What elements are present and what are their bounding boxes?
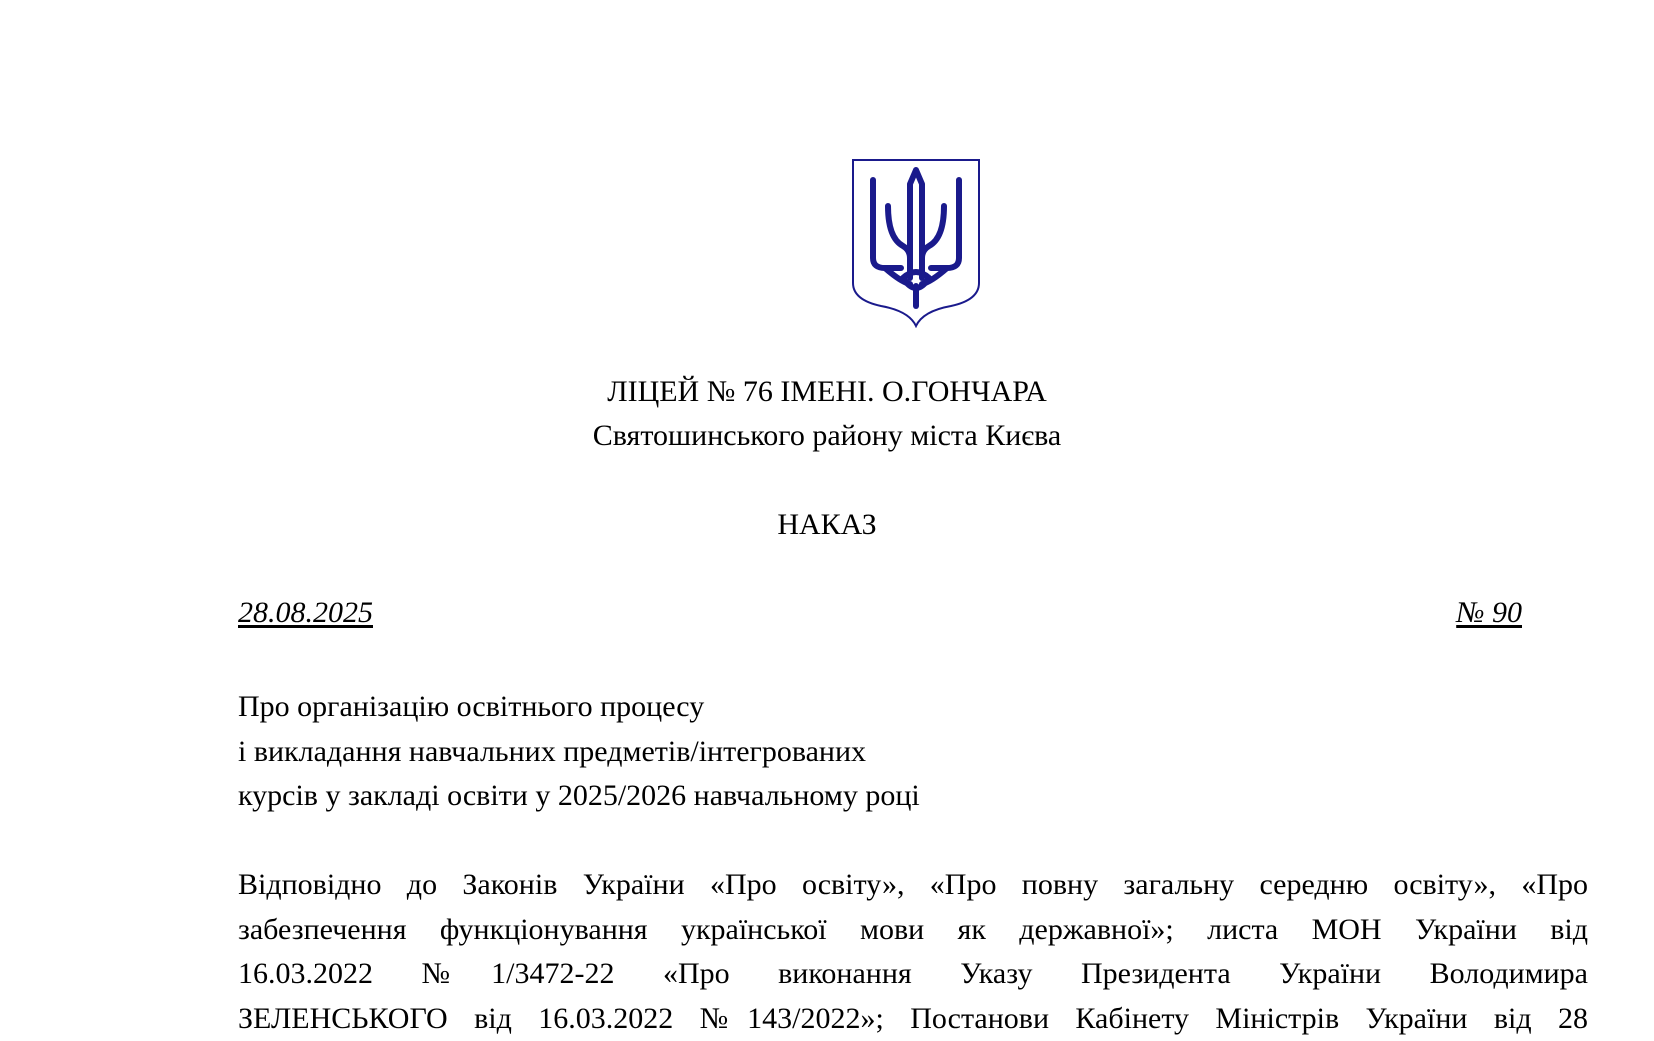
subject-line: і викладання навчальних предметів/інтегрованих [238,730,920,775]
order-subject [238,685,920,819]
organization-district: Святошинського району міста Києва [0,418,1654,454]
document-type: НАКАЗ [0,507,1654,543]
body-line: Відповідно до Законів України «Про освіту», «Про повну загальну середню освіту», «Про [238,863,1588,908]
order-body [238,863,1588,1041]
body-line: 16.03.2022 №1/3472-22 «Про виконання Указу Президента України Володимира [238,952,1588,997]
coat-of-arms-icon [851,158,981,328]
organization-name: ЛІЦЕЙ № 76 ІМЕНІ. О.ГОНЧАРА [0,374,1654,410]
body-line: забезпечення функціонування української мови як державної»; листа МОН України від [238,908,1588,953]
subject-line: Про організацію освітнього процесу [238,685,920,730]
document-number: № 90 [1456,595,1522,631]
subject-line: курсів у закладі освіти у 2025/2026 навчальному році [238,774,920,819]
body-line: ЗЕЛЕНСЬКОГО від 16.03.2022 №143/2022»; Постанови Кабінету Міністрів України від 28 [238,997,1588,1041]
document-date: 28.08.2025 [238,595,373,631]
